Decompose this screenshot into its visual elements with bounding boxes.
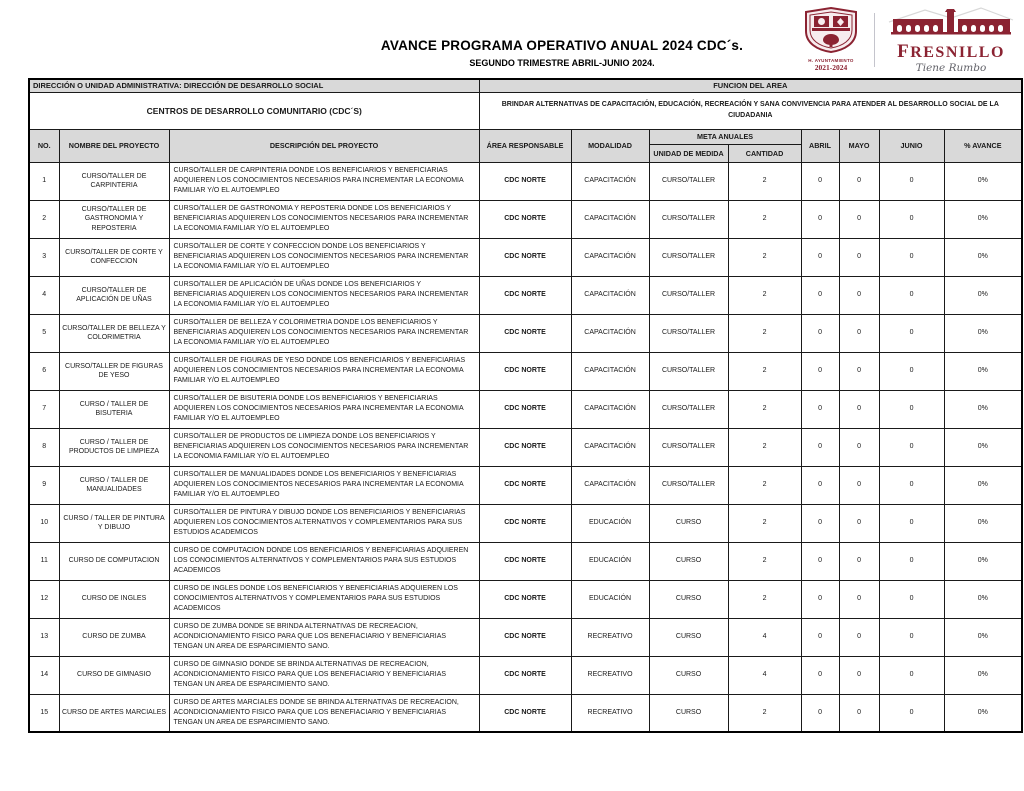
cell-april: 0 [801, 428, 839, 466]
aqueduct-icon [885, 6, 1017, 36]
col-area: ÁREA RESPONSABLE [479, 129, 571, 162]
col-modality: MODALIDAD [571, 129, 649, 162]
header-logos [793, 3, 1023, 76]
col-advance: % AVANCE [944, 129, 1022, 162]
cell-april: 0 [801, 390, 839, 428]
cell-april: 0 [801, 656, 839, 694]
admin-unit-label: DIRECCIÓN O UNIDAD ADMINISTRATIVA: DIRECCIÓN DE DESARROLLO SOCIAL [29, 79, 479, 92]
cell-name: CURSO/TALLER DE APLICACIÓN DE UÑAS [59, 276, 169, 314]
table-body [29, 162, 1022, 732]
cell-name: CURSO DE INGLES [59, 580, 169, 618]
cell-quantity: 4 [728, 618, 801, 656]
cell-area: CDC NORTE [479, 238, 571, 276]
cell-may: 0 [839, 352, 879, 390]
cell-april: 0 [801, 162, 839, 200]
col-unit: UNIDAD DE MEDIDA [649, 144, 728, 162]
cell-name: CURSO DE ZUMBA [59, 618, 169, 656]
project-row [29, 656, 1022, 694]
cell-name: CURSO/TALLER DE BELLEZA Y COLORIMETRIA [59, 314, 169, 352]
cell-advance: 0% [944, 390, 1022, 428]
cell-april: 0 [801, 200, 839, 238]
cell-quantity: 2 [728, 238, 801, 276]
cell-june: 0 [879, 162, 944, 200]
report-table [28, 78, 1023, 733]
col-description: DESCRIPCIÓN DEL PROYECTO [169, 129, 479, 162]
cell-april: 0 [801, 238, 839, 276]
cell-advance: 0% [944, 580, 1022, 618]
cell-unit: CURSO [649, 542, 728, 580]
cell-may: 0 [839, 656, 879, 694]
cell-quantity: 2 [728, 352, 801, 390]
cell-modality: CAPACITACIÓN [571, 276, 649, 314]
cell-advance: 0% [944, 238, 1022, 276]
cell-modality: RECREATIVO [571, 618, 649, 656]
cell-may: 0 [839, 694, 879, 732]
cdc-title: CENTROS DE DESARROLLO COMUNITARIO (CDC´S) [29, 92, 479, 129]
cell-area: CDC NORTE [479, 314, 571, 352]
cell-area: CDC NORTE [479, 428, 571, 466]
cell-may: 0 [839, 428, 879, 466]
cell-description: CURSO/TALLER DE MANUALIDADES DONDE LOS BENEFICIARIOS Y BENEFICIARIAS ADQUIEREN LOS CONOCIMIENTOS NECESARIOS PARA INCREMENTAR LA ECONOMIA FAMILIAR Y/O EL AUTOEMPLEO [169, 466, 479, 504]
cell-april: 0 [801, 466, 839, 504]
cell-june: 0 [879, 390, 944, 428]
cell-advance: 0% [944, 162, 1022, 200]
cell-name: CURSO/TALLER DE GASTRONOMIA Y REPOSTERIA [59, 200, 169, 238]
city-slogan: Tiene Rumbo [915, 61, 987, 74]
cell-advance: 0% [944, 542, 1022, 580]
cell-may: 0 [839, 390, 879, 428]
project-row [29, 162, 1022, 200]
cell-area: CDC NORTE [479, 162, 571, 200]
cell-advance: 0% [944, 200, 1022, 238]
crest-shield-icon [803, 7, 859, 53]
cell-modality: EDUCACIÓN [571, 580, 649, 618]
crest-years: 2021-2024 [814, 63, 848, 72]
cell-may: 0 [839, 504, 879, 542]
col-quantity: CANTIDAD [728, 144, 801, 162]
cell-june: 0 [879, 314, 944, 352]
cell-description: CURSO/TALLER DE BELLEZA Y COLORIMETRIA DONDE LOS BENEFICIARIOS Y BENEFICIARIAS ADQUIEREN LOS CONOCIMIENTOS NECESARIOS PARA INCREMENTAR LA ECONOMIA FAMILIAR Y/O EL AUTOEMPLEO [169, 314, 479, 352]
cell-modality: RECREATIVO [571, 694, 649, 732]
cell-june: 0 [879, 200, 944, 238]
cell-advance: 0% [944, 466, 1022, 504]
col-no: NO. [29, 129, 59, 162]
cell-may: 0 [839, 200, 879, 238]
cell-advance: 0% [944, 276, 1022, 314]
logo-divider [874, 13, 875, 67]
col-name: NOMBRE DEL PROYECTO [59, 129, 169, 162]
cell-quantity: 2 [728, 162, 801, 200]
cell-modality: RECREATIVO [571, 656, 649, 694]
cell-june: 0 [879, 618, 944, 656]
project-row [29, 200, 1022, 238]
cell-description: CURSO DE INGLES DONDE LOS BENEFICIARIOS Y BENEFICIARIAS ADQUIEREN LOS CONOCIMIENTOS ALTERNATIVOS Y COMPLEMENTARIOS PARA SUS ESTUDIOS ACADEMICOS [169, 580, 479, 618]
cell-no: 3 [29, 238, 59, 276]
municipal-crest-logo [793, 7, 869, 72]
cell-unit: CURSO [649, 580, 728, 618]
project-row [29, 238, 1022, 276]
cell-description: CURSO/TALLER DE PINTURA Y DIBUJO DONDE LOS BENEFICIARIOS Y BENEFICIARIAS ADQUIEREN LOS CONOCIMIENTOS ALTERNATIVOS Y COMPLEMENTARIOS PARA SUS ESTUDIOS ACADEMICOS [169, 504, 479, 542]
cell-may: 0 [839, 276, 879, 314]
project-row [29, 694, 1022, 732]
cell-unit: CURSO/TALLER [649, 352, 728, 390]
city-name: FRESNILLO [897, 40, 1005, 62]
cell-description: CURSO/TALLER DE CARPINTERIA DONDE LOS BENEFICIARIOS Y BENEFICIARIAS ADQUIEREN LOS CONOCIMIENTOS NECESARIOS PARA INCREMENTAR LA ECONOMIA FAMILIAR Y/O EL AUTOEMPLEO [169, 162, 479, 200]
cell-name: CURSO / TALLER DE BISUTERIA [59, 390, 169, 428]
cell-quantity: 2 [728, 504, 801, 542]
cell-area: CDC NORTE [479, 694, 571, 732]
cell-area: CDC NORTE [479, 390, 571, 428]
cell-may: 0 [839, 238, 879, 276]
cell-description: CURSO/TALLER DE GASTRONOMIA Y REPOSTERIA DONDE LOS BENEFICIARIOS Y BENEFICIARIAS ADQUIEREN LOS CONOCIMIENTOS NECESARIOS PARA INCREMENTAR LA ECONOMIA FAMILIAR Y/O EL AUTOEMPLEO [169, 200, 479, 238]
column-header-row [29, 129, 1022, 144]
cell-unit: CURSO/TALLER [649, 200, 728, 238]
cell-no: 15 [29, 694, 59, 732]
cell-description: CURSO/TALLER DE CORTE Y CONFECCION DONDE LOS BENEFICIARIOS Y BENEFICIARIAS ADQUIEREN LOS CONOCIMIENTOS NECESARIOS PARA INCREMENTAR LA ECONOMIA FAMILIAR Y/O EL AUTOEMPLEO [169, 238, 479, 276]
cell-area: CDC NORTE [479, 352, 571, 390]
project-row [29, 618, 1022, 656]
cell-june: 0 [879, 694, 944, 732]
cell-quantity: 2 [728, 466, 801, 504]
cell-quantity: 2 [728, 390, 801, 428]
cell-advance: 0% [944, 694, 1022, 732]
cell-modality: EDUCACIÓN [571, 542, 649, 580]
project-row [29, 428, 1022, 466]
cell-modality: CAPACITACIÓN [571, 428, 649, 466]
cell-description: CURSO/TALLER DE BISUTERIA DONDE LOS BENEFICIARIOS Y BENEFICIARIAS ADQUIEREN LOS CONOCIMIENTOS NECESARIOS PARA INCREMENTAR LA ECONOMIA FAMILIAR Y/O EL AUTOEMPLEO [169, 390, 479, 428]
cell-june: 0 [879, 504, 944, 542]
cell-may: 0 [839, 580, 879, 618]
cell-june: 0 [879, 466, 944, 504]
cell-no: 14 [29, 656, 59, 694]
cell-no: 5 [29, 314, 59, 352]
cell-no: 1 [29, 162, 59, 200]
cell-area: CDC NORTE [479, 580, 571, 618]
cell-no: 12 [29, 580, 59, 618]
cell-area: CDC NORTE [479, 504, 571, 542]
cell-modality: CAPACITACIÓN [571, 314, 649, 352]
cell-description: CURSO/TALLER DE PRODUCTOS DE LIMPIEZA DONDE LOS BENEFICIARIOS Y BENEFICIARIAS ADQUIEREN LOS CONOCIMIENTOS NECESARIOS PARA INCREMENTAR LA ECONOMIA FAMILIAR Y/O EL AUTOEMPLEO [169, 428, 479, 466]
cell-name: CURSO / TALLER DE MANUALIDADES [59, 466, 169, 504]
cell-april: 0 [801, 542, 839, 580]
project-row [29, 580, 1022, 618]
cell-no: 4 [29, 276, 59, 314]
cell-name: CURSO DE COMPUTACION [59, 542, 169, 580]
cell-name: CURSO/TALLER DE CORTE Y CONFECCION [59, 238, 169, 276]
cell-advance: 0% [944, 504, 1022, 542]
project-row [29, 390, 1022, 428]
cell-unit: CURSO/TALLER [649, 162, 728, 200]
cell-unit: CURSO/TALLER [649, 466, 728, 504]
cell-name: CURSO / TALLER DE PRODUCTOS DE LIMPIEZA [59, 428, 169, 466]
cell-no: 9 [29, 466, 59, 504]
area-function-text: BRINDAR ALTERNATIVAS DE CAPACITACIÓN, EDUCACIÓN, RECREACIÓN Y SANA CONVIVENCIA PARA ATENDER AL DESARROLLO SOCIAL DE LA CIUDADANIA [479, 92, 1022, 129]
cell-modality: CAPACITACIÓN [571, 352, 649, 390]
cell-june: 0 [879, 428, 944, 466]
cell-modality: CAPACITACIÓN [571, 200, 649, 238]
cell-quantity: 2 [728, 428, 801, 466]
cell-quantity: 2 [728, 580, 801, 618]
cell-description: CURSO/TALLER DE FIGURAS DE YESO DONDE LOS BENEFICIARIOS Y BENEFICIARIAS ADQUIEREN LOS CONOCIMIENTOS NECESARIOS PARA INCREMENTAR LA ECONOMIA FAMILIAR Y/O EL AUTOEMPLEO [169, 352, 479, 390]
cell-april: 0 [801, 580, 839, 618]
cell-no: 10 [29, 504, 59, 542]
cell-name: CURSO/TALLER DE FIGURAS DE YESO [59, 352, 169, 390]
cell-quantity: 4 [728, 656, 801, 694]
cell-june: 0 [879, 656, 944, 694]
col-april: ABRIL [801, 129, 839, 162]
cell-modality: CAPACITACIÓN [571, 390, 649, 428]
project-row [29, 352, 1022, 390]
cell-modality: CAPACITACIÓN [571, 238, 649, 276]
cell-modality: EDUCACIÓN [571, 504, 649, 542]
cell-quantity: 2 [728, 200, 801, 238]
admin-header-row [29, 79, 1022, 92]
cell-april: 0 [801, 314, 839, 352]
project-row [29, 314, 1022, 352]
cell-area: CDC NORTE [479, 656, 571, 694]
cell-quantity: 2 [728, 694, 801, 732]
cell-advance: 0% [944, 314, 1022, 352]
cell-description: CURSO DE ZUMBA DONDE SE BRINDA ALTERNATIVAS DE RECREACION, ACONDICIONAMIENTO FISICO PARA QUE LOS BENEFIACIARIO Y BENEFICIARIAS TENGAN UN AREA DE ESPARCIMIENTO SANO. [169, 618, 479, 656]
cell-name: CURSO DE GIMNASIO [59, 656, 169, 694]
cell-name: CURSO/TALLER DE CARPINTERIA [59, 162, 169, 200]
cell-quantity: 2 [728, 314, 801, 352]
cell-area: CDC NORTE [479, 618, 571, 656]
cell-description: CURSO/TALLER DE APLICACIÓN DE UÑAS DONDE LOS BENEFICIARIOS Y BENEFICIARIAS ADQUIEREN LOS CONOCIMIENTOS NECESARIOS PARA INCREMENTAR LA ECONOMIA FAMILIAR Y/O EL AUTOEMPLEO [169, 276, 479, 314]
subheader-row [29, 92, 1022, 129]
cell-no: 7 [29, 390, 59, 428]
cell-advance: 0% [944, 428, 1022, 466]
cell-name: CURSO DE ARTES MARCIALES [59, 694, 169, 732]
cell-description: CURSO DE COMPUTACION DONDE LOS BENEFICIARIOS Y BENEFICIARIAS ADQUIEREN LOS CONOCIMIENTOS ALTERNATIVOS Y COMPLEMENTARIOS PARA SUS ESTUDIOS ACADEMICOS [169, 542, 479, 580]
cell-unit: CURSO [649, 694, 728, 732]
cell-april: 0 [801, 618, 839, 656]
cell-unit: CURSO/TALLER [649, 390, 728, 428]
cell-april: 0 [801, 352, 839, 390]
cell-advance: 0% [944, 352, 1022, 390]
project-row [29, 466, 1022, 504]
cell-may: 0 [839, 542, 879, 580]
cell-area: CDC NORTE [479, 542, 571, 580]
cell-unit: CURSO/TALLER [649, 238, 728, 276]
cell-unit: CURSO [649, 656, 728, 694]
cell-june: 0 [879, 542, 944, 580]
page-subtitle: SEGUNDO TRIMESTRE ABRIL-JUNIO 2024. [469, 58, 655, 68]
cell-advance: 0% [944, 656, 1022, 694]
cell-no: 11 [29, 542, 59, 580]
cell-may: 0 [839, 466, 879, 504]
cell-june: 0 [879, 352, 944, 390]
cell-unit: CURSO/TALLER [649, 276, 728, 314]
page-title: AVANCE PROGRAMA OPERATIVO ANUAL 2024 CDC´s. [380, 38, 744, 53]
area-function-label: FUNCION DEL AREA [479, 79, 1022, 92]
cell-may: 0 [839, 162, 879, 200]
cell-unit: CURSO/TALLER [649, 314, 728, 352]
cell-april: 0 [801, 276, 839, 314]
cell-description: CURSO DE GIMNASIO DONDE SE BRINDA ALTERNATIVAS DE RECREACION, ACONDICIONAMIENTO FISICO PARA QUE LOS BENEFIACIARIO Y BENEFICIARIAS TENGAN UN AREA DE ESPARCIMIENTO SANO. [169, 656, 479, 694]
cell-june: 0 [879, 276, 944, 314]
cell-advance: 0% [944, 618, 1022, 656]
cell-quantity: 2 [728, 542, 801, 580]
cell-area: CDC NORTE [479, 200, 571, 238]
project-row [29, 542, 1022, 580]
cell-june: 0 [879, 238, 944, 276]
col-meta-group: META ANUALES [649, 129, 801, 144]
project-row [29, 504, 1022, 542]
cell-unit: CURSO/TALLER [649, 428, 728, 466]
cell-no: 8 [29, 428, 59, 466]
cell-no: 13 [29, 618, 59, 656]
project-row [29, 276, 1022, 314]
crest-caption: H. AYUNTAMIENTO [808, 58, 854, 63]
cell-no: 6 [29, 352, 59, 390]
cell-description: CURSO DE ARTES MARCIALES DONDE SE BRINDA ALTERNATIVAS DE RECREACION, ACONDICIONAMIENTO FISICO PARA QUE LOS BENEFIACIARIO Y BENEFICIARIAS TENGAN UN AREA DE ESPARCIMIENTO SANO. [169, 694, 479, 732]
cell-area: CDC NORTE [479, 276, 571, 314]
cell-area: CDC NORTE [479, 466, 571, 504]
cell-modality: CAPACITACIÓN [571, 162, 649, 200]
cell-may: 0 [839, 314, 879, 352]
col-june: JUNIO [879, 129, 944, 162]
cell-no: 2 [29, 200, 59, 238]
col-may: MAYO [839, 129, 879, 162]
cell-june: 0 [879, 580, 944, 618]
fresnillo-logo [880, 6, 1022, 74]
cell-may: 0 [839, 618, 879, 656]
cell-april: 0 [801, 504, 839, 542]
cell-april: 0 [801, 694, 839, 732]
cell-quantity: 2 [728, 276, 801, 314]
cell-name: CURSO / TALLER DE PINTURA Y DIBUJO [59, 504, 169, 542]
cell-unit: CURSO [649, 618, 728, 656]
cell-unit: CURSO [649, 504, 728, 542]
cell-modality: CAPACITACIÓN [571, 466, 649, 504]
